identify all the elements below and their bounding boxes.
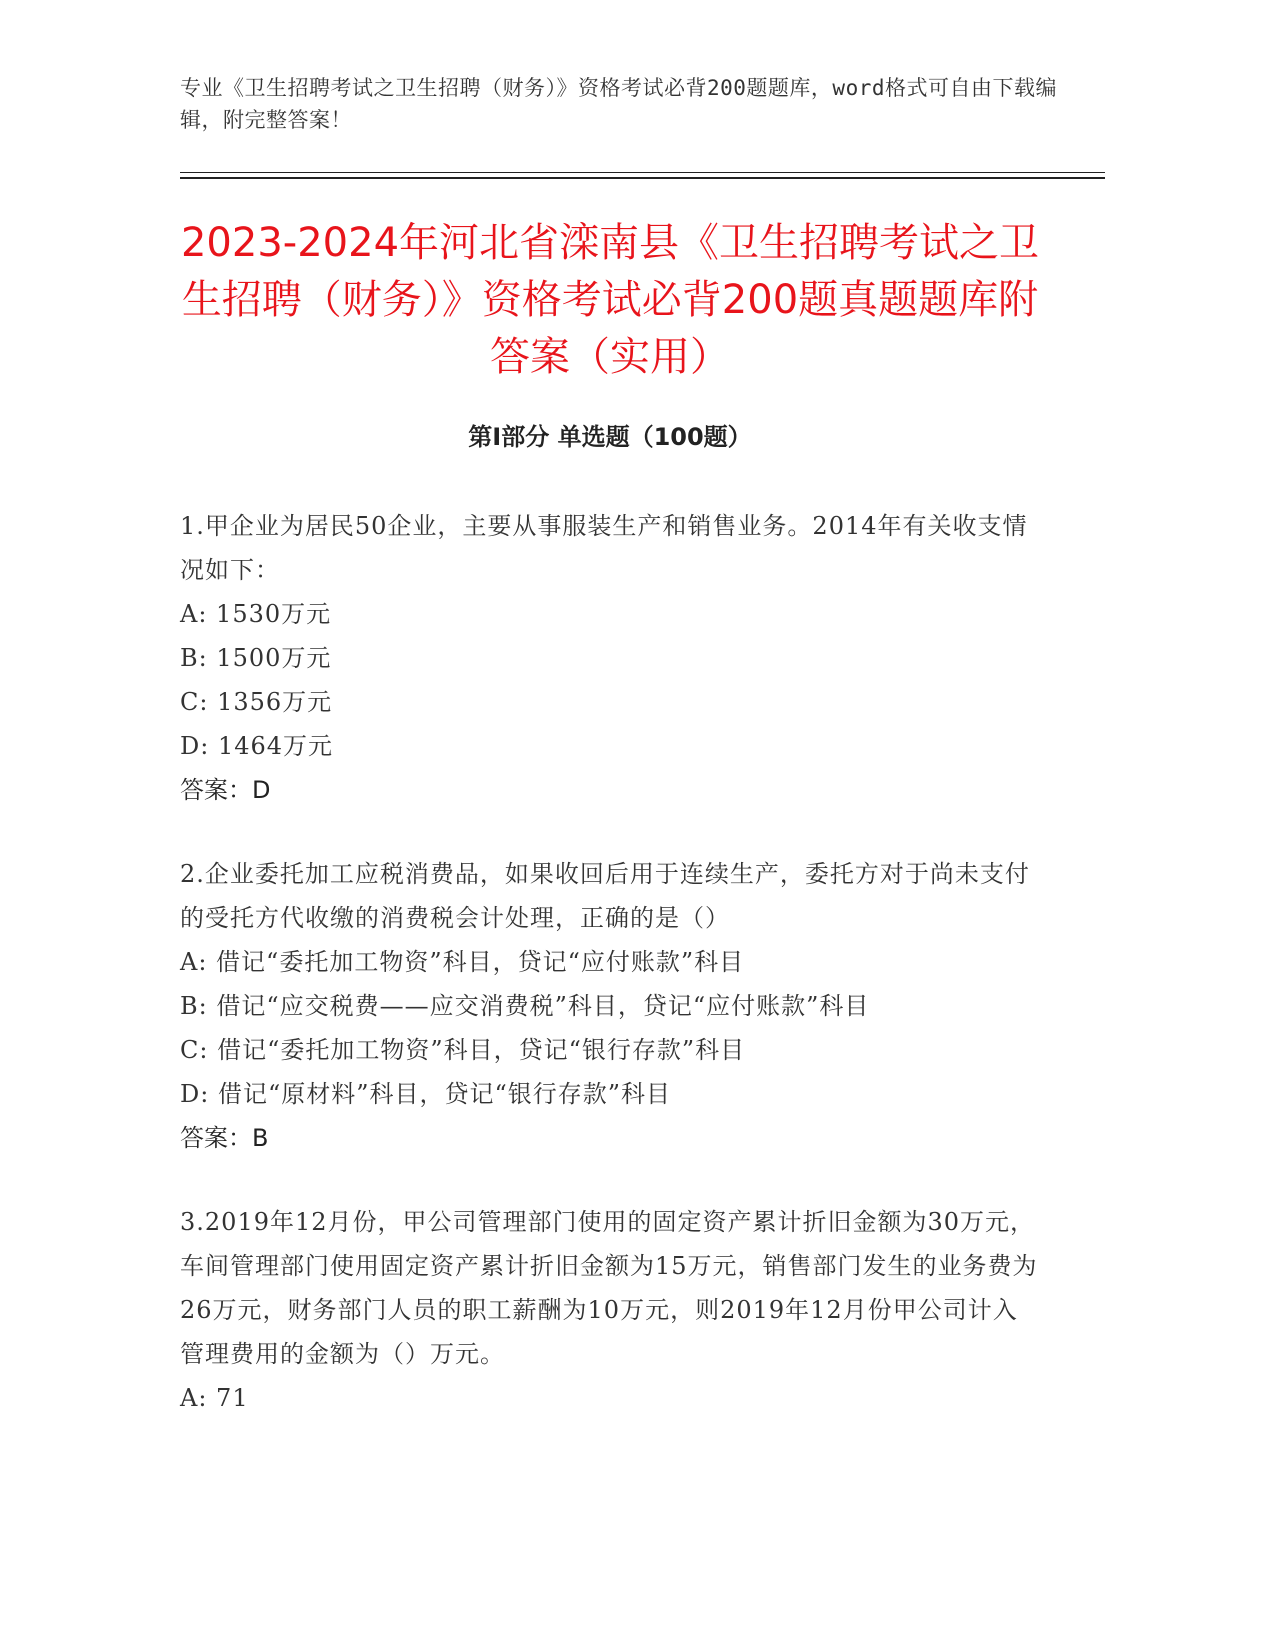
document-title: 2023-2024年河北省滦南县《卫生招聘考试之卫生招聘（财务）》资格考试必背200题真题题库附答案（实用） (180, 220, 1040, 380)
header-note: 专业《卫生招聘考试之卫生招聘（财务）》资格考试必背200题题库，word格式可自由下载编辑，附完整答案！ (180, 76, 1057, 132)
question-text: 2.企业委托加工应税消费品，如果收回后用于连续生产，委托方对于尚未支付的受托方代收缴的消费税会计处理，正确的是（） (180, 860, 1030, 932)
section-title: 第Ⅰ部分 单选题（100题） (468, 423, 752, 451)
option-c: C: 1356万元 (180, 688, 333, 716)
question-2 (180, 852, 1040, 1160)
option-a: A: 1530万元 (180, 600, 332, 628)
question-text: 3.2019年12月份，甲公司管理部门使用的固定资产累计折旧金额为30万元，车间管理部门使用固定资产累计折旧金额为15万元，销售部门发生的业务费为26万元，财务部门人员的职工薪酬为10万元，则2019年12月份甲公司计入管理费用的金额为（）万元。 (180, 1208, 1038, 1368)
answer-label: 答案：B (180, 1124, 269, 1152)
header-divider-thick (180, 177, 1105, 179)
option-d: D: 1464万元 (180, 732, 334, 760)
question-1 (180, 504, 1040, 812)
option-a: A: 借记“委托加工物资”科目，贷记“应付账款”科目 (180, 948, 745, 976)
answer-label: 答案：D (180, 776, 271, 804)
option-c: C: 借记“委托加工物资”科目，贷记“银行存款”科目 (180, 1036, 746, 1064)
question-3 (180, 1200, 1040, 1420)
option-b: B: 借记“应交税费——应交消费税”科目，贷记“应付账款”科目 (180, 992, 870, 1020)
header-divider (180, 172, 1105, 173)
option-d: D: 借记“原材料”科目，贷记“银行存款”科目 (180, 1080, 672, 1108)
question-text: 1.甲企业为居民50企业，主要从事服装生产和销售业务。2014年有关收支情况如下： (180, 512, 1028, 584)
option-b: B: 1500万元 (180, 644, 332, 672)
option-a: A: 71 (180, 1384, 249, 1412)
